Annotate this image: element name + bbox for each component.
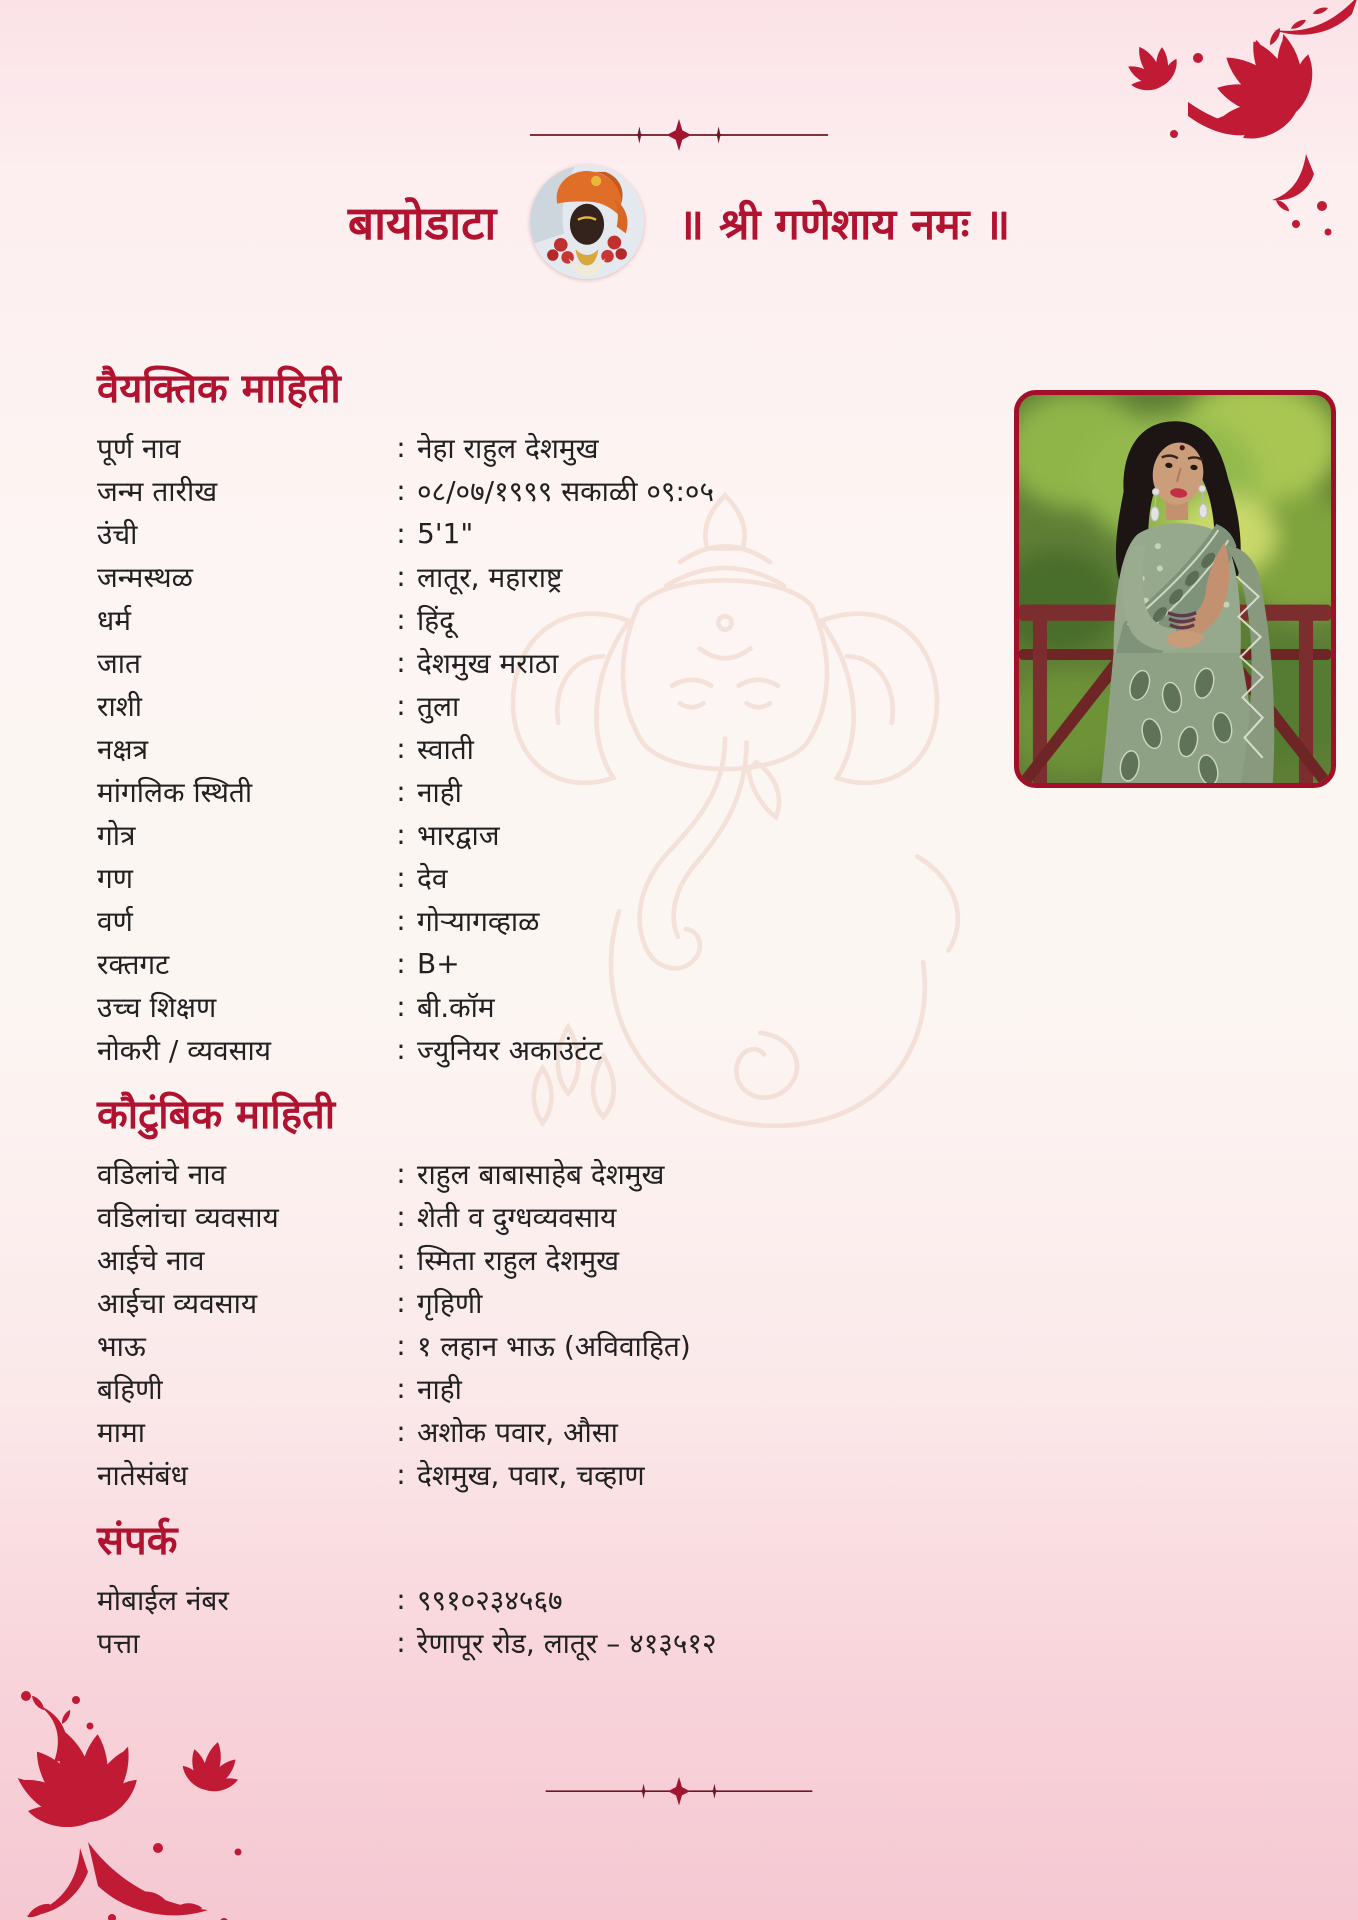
field-value: स्मिता राहुल देशमुख	[417, 1243, 620, 1277]
row-father-occupation	[97, 1195, 691, 1238]
row-gan	[97, 856, 714, 899]
divider-ornament-top	[528, 118, 830, 156]
colon: :	[396, 818, 406, 851]
row-sisters	[97, 1367, 691, 1410]
field-label: गोत्र	[97, 818, 136, 852]
colon: :	[396, 431, 406, 464]
colon: :	[396, 904, 406, 937]
colon: :	[396, 474, 406, 507]
field-label: पूर्ण नाव	[97, 431, 181, 465]
colon: :	[396, 646, 406, 679]
colon: :	[396, 1200, 406, 1233]
row-occupation	[97, 1028, 714, 1071]
field-label: जन्म तारीख	[97, 474, 218, 508]
row-mobile-number	[97, 1578, 717, 1621]
row-manglik-status	[97, 770, 714, 813]
row-mother-occupation	[97, 1281, 691, 1324]
field-label: मामा	[97, 1415, 145, 1449]
row-birth-date	[97, 469, 714, 512]
colon: :	[396, 1157, 406, 1190]
row-maternal-uncle	[97, 1410, 691, 1453]
field-value: स्वाती	[417, 732, 474, 766]
row-mother-name	[97, 1238, 691, 1281]
lotus-floral-ornament-bottom-left-icon	[0, 1666, 292, 1920]
field-label: नक्षत्र	[97, 732, 149, 766]
colon: :	[396, 689, 406, 722]
field-value: देशमुख, पवार, चव्हाण	[417, 1458, 645, 1492]
section-heading-contact: संपर्क	[97, 1518, 178, 1564]
field-value: देव	[417, 861, 448, 895]
field-label: उच्च शिक्षण	[97, 990, 217, 1024]
field-value: B+	[417, 947, 460, 980]
field-value: ९९१०२३४५६७	[417, 1583, 563, 1617]
header	[0, 160, 1358, 284]
field-value: हिंदू	[417, 603, 454, 637]
field-value: १ लहान भाऊ (अविवाहित)	[417, 1329, 691, 1363]
colon: :	[396, 1415, 406, 1448]
section-rows-contact	[97, 1578, 717, 1664]
colon: :	[396, 732, 406, 765]
colon: :	[396, 1329, 406, 1362]
row-brothers	[97, 1324, 691, 1367]
section-rows-personal	[97, 426, 714, 1071]
field-value: बी.कॉम	[417, 990, 495, 1024]
field-value: ज्युनियर अकाउंटंट	[417, 1033, 603, 1067]
field-value: गोऱ्यागव्हाळ	[417, 904, 540, 938]
field-value: भारद्वाज	[417, 818, 500, 852]
section-rows-family	[97, 1152, 691, 1496]
field-label: नोकरी / व्यवसाय	[97, 1033, 272, 1067]
colon: :	[396, 775, 406, 808]
row-varna	[97, 899, 714, 942]
row-education	[97, 985, 714, 1028]
field-value: रेणापूर रोड, लातूर – ४१३५१२	[417, 1626, 717, 1660]
row-caste	[97, 641, 714, 684]
field-label: पत्ता	[97, 1626, 140, 1660]
field-label: बहिणी	[97, 1372, 163, 1406]
field-label: उंची	[97, 517, 138, 551]
row-rashi	[97, 684, 714, 727]
colon: :	[396, 1458, 406, 1491]
field-value: राहुल बाबासाहेब देशमुख	[417, 1157, 665, 1191]
colon: :	[396, 517, 406, 550]
field-value: ०८/०७/१९९९ सकाळी ०९:०५	[417, 474, 715, 508]
field-label: मोबाईल नंबर	[97, 1583, 229, 1617]
field-value: अशोक पवार, औसा	[417, 1415, 618, 1449]
field-value: तुला	[417, 689, 460, 723]
field-label: वडिलांचे नाव	[97, 1157, 227, 1191]
field-label: रक्तगट	[97, 947, 170, 981]
section-heading-family: कौटुंबिक माहिती	[97, 1092, 336, 1138]
row-relations	[97, 1453, 691, 1496]
deity-medallion	[530, 165, 644, 279]
field-value: लातूर, महाराष्ट्र	[417, 560, 563, 594]
field-value: नाही	[417, 1372, 462, 1406]
field-label: जात	[97, 646, 141, 680]
field-value: शेती व दुग्धव्यवसाय	[417, 1200, 617, 1234]
row-full-name	[97, 426, 714, 469]
row-gotra	[97, 813, 714, 856]
colon: :	[396, 1243, 406, 1276]
field-label: आईचे नाव	[97, 1243, 205, 1277]
deity-photo-icon	[530, 165, 644, 279]
field-value: नेहा राहुल देशमुख	[417, 431, 599, 465]
page-title: बायोडाटा	[347, 196, 497, 250]
profile-photo	[1014, 390, 1336, 788]
ganesh-mantra: ॥ श्री गणेशाय नमः ॥	[678, 199, 1011, 250]
field-label: नातेसंबंध	[97, 1458, 188, 1492]
field-label: आईचा व्यवसाय	[97, 1286, 258, 1320]
colon: :	[396, 1626, 406, 1659]
field-value: 5'1"	[417, 517, 474, 550]
divider-ornament-bottom	[544, 1776, 814, 1810]
row-birth-place	[97, 555, 714, 598]
field-label: मांगलिक स्थिती	[97, 775, 253, 809]
colon: :	[396, 861, 406, 894]
colon: :	[396, 1286, 406, 1319]
colon: :	[396, 990, 406, 1023]
colon: :	[396, 603, 406, 636]
sparkle-divider-icon	[544, 1776, 814, 1806]
colon: :	[396, 1583, 406, 1616]
row-religion	[97, 598, 714, 641]
colon: :	[396, 947, 406, 980]
row-father-name	[97, 1152, 691, 1195]
field-label: गण	[97, 861, 134, 895]
bride-photo-illustration	[1019, 395, 1331, 783]
colon: :	[396, 560, 406, 593]
sparkle-divider-icon	[528, 118, 830, 152]
row-nakshatra	[97, 727, 714, 770]
field-value: गृहिणी	[417, 1286, 483, 1320]
row-height	[97, 512, 714, 555]
row-blood-group	[97, 942, 714, 985]
field-label: भाऊ	[97, 1329, 146, 1363]
field-label: धर्म	[97, 603, 131, 637]
field-label: जन्मस्थळ	[97, 560, 193, 594]
colon: :	[396, 1033, 406, 1066]
section-heading-personal: वैयक्तिक माहिती	[97, 366, 341, 412]
colon: :	[396, 1372, 406, 1405]
field-value: नाही	[417, 775, 462, 809]
row-address	[97, 1621, 717, 1664]
field-label: वडिलांचा व्यवसाय	[97, 1200, 279, 1234]
field-value: देशमुख मराठा	[417, 646, 559, 680]
field-label: वर्ण	[97, 904, 133, 938]
field-label: राशी	[97, 689, 142, 723]
